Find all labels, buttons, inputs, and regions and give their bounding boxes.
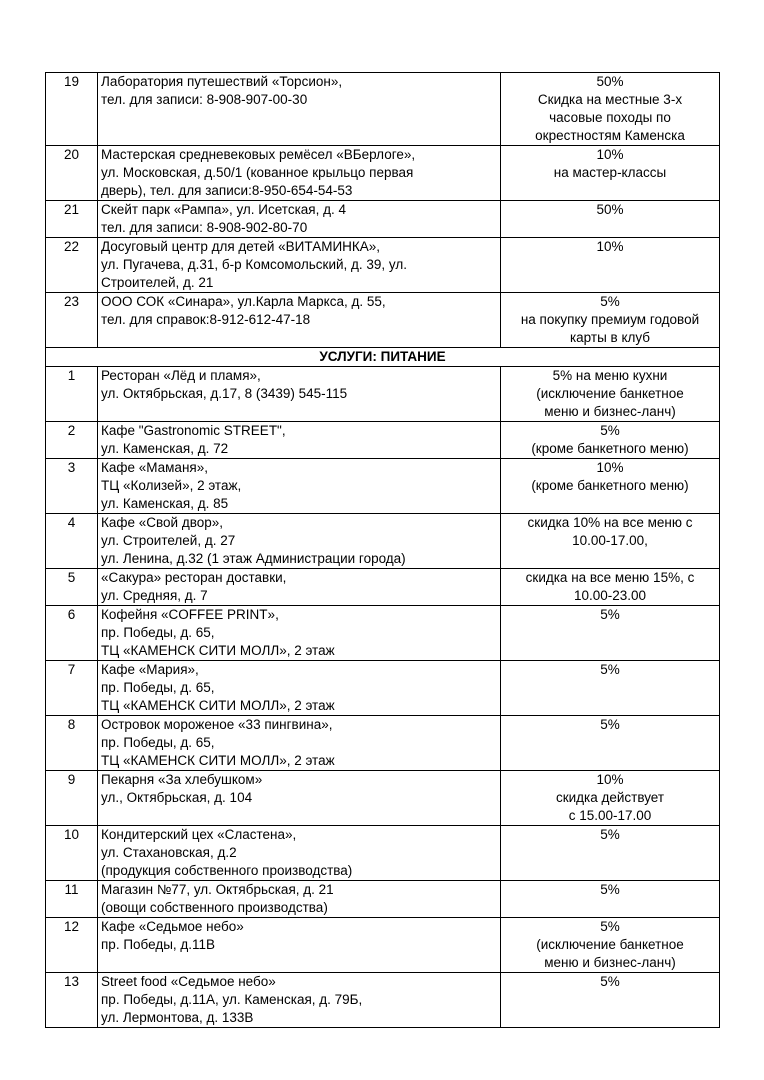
discount-line: 10.00-23.00: [573, 588, 647, 603]
discount-cell: [501, 881, 720, 918]
partner-info-line: ул. Стахановская, д.2: [101, 845, 237, 860]
discount-line: скидка на все меню 15%, с: [525, 570, 695, 585]
table-row: [46, 771, 720, 826]
partner-info-line: тел. для справок:8-912-612-47-18: [101, 312, 311, 327]
discount-line: 5% на меню кухни: [552, 368, 668, 383]
discount-cell: [501, 514, 720, 569]
discount-cell: [501, 826, 720, 881]
discount-line: 5%: [600, 974, 620, 989]
partner-info-cell: [98, 201, 501, 238]
table-row: [46, 367, 720, 422]
row-number: 3: [46, 459, 98, 514]
discount-table: [45, 72, 720, 1028]
partner-info-line: пр. Победы, д. 65,: [101, 625, 215, 640]
row-number: 22: [46, 238, 98, 293]
partner-info-line: ООО СОК «Синара», ул.Карла Маркса, д. 55,: [101, 294, 386, 309]
discount-cell: [501, 918, 720, 973]
partner-info-line: ул., Октябрьская, д. 104: [101, 790, 253, 805]
partner-info-line: ТЦ «КАМЕНСК СИТИ МОЛЛ», 2 этаж: [101, 643, 335, 658]
partner-info-line: тел. для записи: 8-908-902-80-70: [101, 220, 308, 235]
partner-info-line: пр. Победы, д. 65,: [101, 735, 215, 750]
discount-line: с 15.00-17.00: [568, 808, 652, 823]
discount-cell: [501, 201, 720, 238]
partner-info-cell: [98, 422, 501, 459]
partner-info-cell: [98, 238, 501, 293]
discount-line: окрестностям Каменска: [535, 128, 685, 143]
discount-line: 10%: [596, 460, 624, 475]
row-number: 19: [46, 73, 98, 146]
discount-line: 10%: [596, 239, 624, 254]
table-row: [46, 881, 720, 918]
table-row: [46, 73, 720, 146]
discount-cell: [501, 606, 720, 661]
partner-info-cell: [98, 459, 501, 514]
partner-info-line: Досуговый центр для детей «ВИТАМИНКА»,: [101, 239, 381, 254]
partner-info-line: пр. Победы, д.11В: [101, 937, 216, 952]
discount-line: (кроме банкетного меню): [531, 478, 689, 493]
table-row: [46, 661, 720, 716]
discount-cell: [501, 459, 720, 514]
row-number: 7: [46, 661, 98, 716]
row-number: 4: [46, 514, 98, 569]
partner-info-line: ул. Пугачева, д.31, б-р Комсомольский, д. 39, ул.: [101, 257, 408, 272]
table-row: [46, 238, 720, 293]
partner-info-cell: [98, 367, 501, 422]
table-row: [46, 201, 720, 238]
partner-info-line: Кофейня «COFFEE PRINT»,: [101, 607, 279, 622]
table-row: [46, 973, 720, 1028]
partner-info-cell: [98, 73, 501, 146]
row-number: 23: [46, 293, 98, 348]
discount-line: 10%: [596, 147, 624, 162]
partner-info-line: Street food «Седьмое небо»: [101, 974, 276, 989]
table-row: [46, 514, 720, 569]
partner-info-line: Островок мороженое «33 пингвина»,: [101, 717, 333, 732]
partner-info-cell: [98, 918, 501, 973]
partner-info-line: ТЦ «КАМЕНСК СИТИ МОЛЛ», 2 этаж: [101, 753, 335, 768]
discount-line: на мастер-классы: [553, 165, 667, 180]
partner-info-line: Магазин №77, ул. Октябрьская, д. 21: [101, 882, 334, 897]
partner-info-line: Кафе "Gastronomic STREET",: [101, 423, 286, 438]
discount-line: 5%: [600, 423, 620, 438]
row-number: 6: [46, 606, 98, 661]
discount-line: 50%: [596, 74, 624, 89]
row-number: 9: [46, 771, 98, 826]
partner-info-cell: [98, 514, 501, 569]
row-number: 5: [46, 569, 98, 606]
discount-line: 5%: [600, 919, 620, 934]
discount-line: часовые походы по: [549, 110, 671, 125]
partner-info-cell: [98, 293, 501, 348]
partner-info-line: ул. Московская, д.50/1 (кованное крыльцо первая: [101, 165, 414, 180]
partner-info-line: ул. Лермонтова, д. 133В: [101, 1010, 254, 1025]
discount-cell: [501, 422, 720, 459]
discount-line: скидка 10% на все меню с: [527, 515, 693, 530]
discount-cell: [501, 367, 720, 422]
partner-info-line: Кафе «Маманя»,: [101, 460, 208, 475]
partner-info-line: пр. Победы, д. 65,: [101, 680, 215, 695]
partner-info-line: Строителей, д. 21: [101, 275, 214, 290]
row-number: 12: [46, 918, 98, 973]
row-number: 8: [46, 716, 98, 771]
discount-line: карты в клуб: [569, 330, 651, 345]
table-row: [46, 422, 720, 459]
discount-line: на покупку премиум годовой: [520, 312, 700, 327]
partner-info-cell: [98, 826, 501, 881]
partner-info-cell: [98, 771, 501, 826]
row-number: 21: [46, 201, 98, 238]
partner-info-line: ул. Каменская, д. 72: [101, 441, 229, 456]
table-row: [46, 146, 720, 201]
discount-line: 50%: [596, 202, 624, 217]
discount-line: 5%: [600, 827, 620, 842]
table-row: [46, 569, 720, 606]
partner-info-line: (продукция собственного производства): [101, 863, 353, 878]
partner-info-line: Кафе «Свой двор»,: [101, 515, 223, 530]
discount-line: (исключение банкетное: [536, 937, 684, 952]
table-row: [46, 606, 720, 661]
discount-cell: [501, 569, 720, 606]
row-number: 11: [46, 881, 98, 918]
row-number: 13: [46, 973, 98, 1028]
discount-cell: [501, 973, 720, 1028]
discount-line: (исключение банкетное: [536, 386, 684, 401]
partner-info-line: Пекарня «За хлебушком»: [101, 772, 263, 787]
discount-line: 10%: [596, 772, 624, 787]
discount-cell: [501, 771, 720, 826]
discount-line: 5%: [600, 662, 620, 677]
discount-cell: [501, 661, 720, 716]
discount-line: меню и бизнес-ланч): [544, 955, 676, 970]
row-number: 10: [46, 826, 98, 881]
partner-info-line: Ресторан «Лёд и пламя»,: [101, 368, 261, 383]
table-row: [46, 459, 720, 514]
discount-table-body: [46, 73, 720, 1028]
discount-line: Скидка на местные 3-х: [537, 92, 683, 107]
discount-line: 10.00-17.00,: [572, 533, 648, 548]
partner-info-line: тел. для записи: 8-908-907-00-30: [101, 92, 308, 107]
partner-info-line: (овощи собственного производства): [101, 900, 328, 915]
table-row: [46, 293, 720, 348]
discount-line: меню и бизнес-ланч): [544, 404, 676, 419]
partner-info-line: дверь), тел. для записи:8-950-654-54-53: [101, 183, 353, 198]
partner-info-line: ул. Строителей, д. 27: [101, 533, 236, 548]
discount-line: скидка действует: [555, 790, 665, 805]
row-number: 2: [46, 422, 98, 459]
discount-line: 5%: [600, 882, 620, 897]
partner-info-line: Кондитерский цех «Сластена»,: [101, 827, 297, 842]
partner-info-line: ул. Ленина, д.32 (1 этаж Администрации города): [101, 551, 406, 566]
table-row: [46, 826, 720, 881]
partner-info-line: пр. Победы, д.11А, ул. Каменская, д. 79Б,: [101, 992, 363, 1007]
row-number: 1: [46, 367, 98, 422]
discount-line: 5%: [600, 717, 620, 732]
discount-line: 5%: [600, 294, 620, 309]
discount-cell: [501, 293, 720, 348]
discount-cell: [501, 716, 720, 771]
partner-info-cell: [98, 881, 501, 918]
partner-info-cell: [98, 569, 501, 606]
partner-info-line: Скейт парк «Рампа», ул. Исетская, д. 4: [101, 202, 346, 217]
partner-info-line: ТЦ «КАМЕНСК СИТИ МОЛЛ», 2 этаж: [101, 698, 335, 713]
partner-info-line: ул. Каменская, д. 85: [101, 496, 229, 511]
partner-info-line: ТЦ «Колизей», 2 этаж,: [101, 478, 242, 493]
discount-cell: [501, 146, 720, 201]
partner-info-line: «Сакура» ресторан доставки,: [101, 570, 287, 585]
table-row: [46, 918, 720, 973]
table-row: [46, 716, 720, 771]
discount-cell: [501, 238, 720, 293]
section-header-row: [46, 348, 720, 367]
partner-info-cell: [98, 661, 501, 716]
partner-info-cell: [98, 146, 501, 201]
partner-info-cell: [98, 716, 501, 771]
discount-line: 5%: [600, 607, 620, 622]
discount-cell: [501, 73, 720, 146]
partner-info-cell: [98, 973, 501, 1028]
section-title: УСЛУГИ: ПИТАНИЕ: [46, 348, 720, 367]
partner-info-line: Лаборатория путешествий «Торсион»,: [101, 74, 343, 89]
partner-info-line: Кафе «Седьмое небо»: [101, 919, 244, 934]
partner-info-cell: [98, 606, 501, 661]
partner-info-line: Кафе «Мария»,: [101, 662, 199, 677]
partner-info-line: Мастерская средневековых ремёсел «ВБерлоге»,: [101, 147, 416, 162]
partner-info-line: ул. Средняя, д. 7: [101, 588, 208, 603]
discount-line: (кроме банкетного меню): [531, 441, 689, 456]
partner-info-line: ул. Октябрьская, д.17, 8 (3439) 545-115: [101, 386, 348, 401]
row-number: 20: [46, 146, 98, 201]
